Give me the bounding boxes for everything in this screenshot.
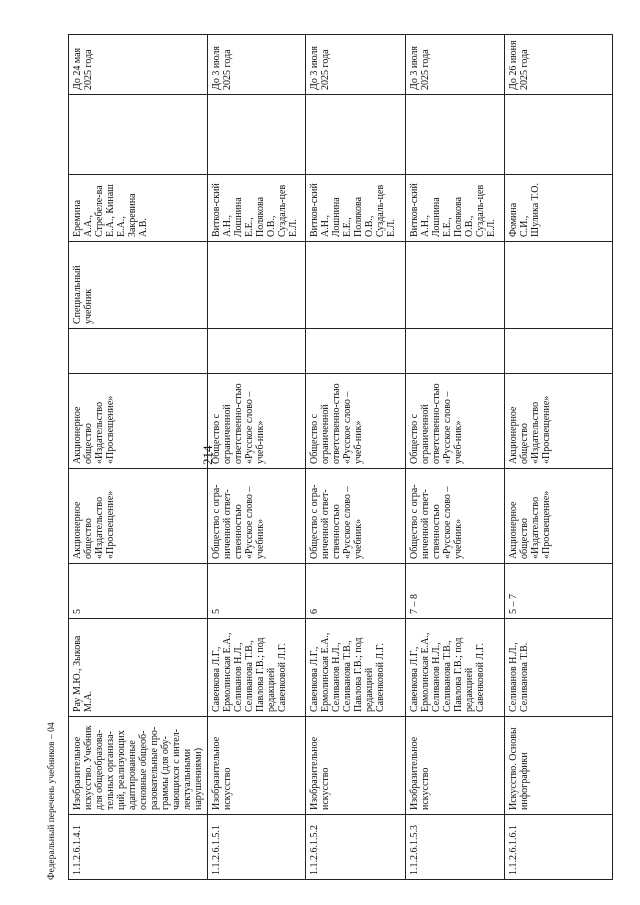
cell-type: Специальный учебник <box>69 242 208 329</box>
cell-empty2 <box>406 95 505 175</box>
cell-authors: Рау М.Ю., Зыкова М.А. <box>69 619 208 717</box>
cell-authors: Савенкова Л.Г., Ермолинская Е.А., Селиванов Н.Л., Селиванова Т.В., Павлова Г.В.; под редакцией Савенковой Л.Г. <box>208 619 306 717</box>
cell-publisher1: Акционерное общество «Издательство «Просвещение» <box>505 469 613 564</box>
cell-empty2 <box>505 95 613 175</box>
cell-type <box>406 242 505 329</box>
table-body <box>69 35 613 880</box>
table-row <box>505 35 613 880</box>
cell-code: 1.1.2.6.1.5.1 <box>208 815 306 880</box>
footer-text: Федеральный перечень учебников – 04 <box>47 722 57 880</box>
cell-empty2 <box>306 95 406 175</box>
cell-code: 1.1.2.6.1.5.3 <box>406 815 505 880</box>
textbook-table <box>68 34 613 880</box>
cell-experts: Витков-ский А.Н., Лошнина Е.Е., Полякова О.В., Суздаль-цев Е.Л. <box>406 175 505 242</box>
cell-subject: Изобразительное искусство <box>208 717 306 815</box>
cell-publisher1: Акционерное общество «Издательство «Просвещение» <box>69 469 208 564</box>
cell-authors: Савенкова Л.Г., Ермолинская Е.А., Селиванов Н.Л., Селиванова Т.В., Павлова Г.В.; под редакцией Савенковой Л.Г. <box>406 619 505 717</box>
cell-experts: Витков-ский А.Н., Лошнина Е.Е., Полякова О.В., Суздаль-цев Е.Л. <box>306 175 406 242</box>
cell-deadline: До 3 июля 2025 года <box>406 35 505 95</box>
cell-subject: Изобразительное искусство <box>406 717 505 815</box>
cell-type <box>208 242 306 329</box>
cell-experts: Витков-ский А.Н., Лошнина Е.Е., Полякова О.В., Суздаль-цев Е.Л. <box>208 175 306 242</box>
table-row <box>406 35 505 880</box>
cell-publisher2: Общество с ограниченной ответственно-стью «Русское слово – учеб-ник» <box>208 374 306 469</box>
cell-deadline: До 3 июля 2025 года <box>306 35 406 95</box>
cell-type <box>306 242 406 329</box>
cell-type <box>505 242 613 329</box>
cell-grade: 5 <box>208 564 306 619</box>
cell-publisher2: Общество с ограниченной ответственно-стью «Русское слово – учеб-ник» <box>306 374 406 469</box>
cell-experts: Фомина С.И., Шулика Т.О. <box>505 175 613 242</box>
cell-authors: Савенкова Л.Г., Ермолинская Е.А., Селиванов Н.Л., Селиванова Т.В., Павлова Г.В.; под редакцией Савенковой Л.Г. <box>306 619 406 717</box>
cell-publisher1: Общество с огра-ниченной ответ-ственностью «Русское слово – учебник» <box>208 469 306 564</box>
cell-grade: 6 <box>306 564 406 619</box>
cell-subject: Искусство. Основы инфографики <box>505 717 613 815</box>
cell-empty1 <box>505 329 613 374</box>
cell-empty1 <box>406 329 505 374</box>
table-row <box>69 35 208 880</box>
cell-empty2 <box>208 95 306 175</box>
rotated-page <box>68 35 570 880</box>
cell-publisher1: Общество с огра-ниченной ответ-ственностью «Русское слово – учебник» <box>406 469 505 564</box>
cell-subject: Изобразительное искусство. Учебник для общеобразова-тельных организа-ций, реализующих адаптированные основные общеоб-разовательные про-граммы (для обу-чающихся с интел-лектуальными нарушениями) <box>69 717 208 815</box>
cell-code: 1.1.2.6.1.4.1 <box>69 815 208 880</box>
cell-empty1 <box>306 329 406 374</box>
cell-code: 1.1.2.6.1.5.2 <box>306 815 406 880</box>
cell-code: 1.1.2.6.1.6.1 <box>505 815 613 880</box>
cell-grade: 5 <box>69 564 208 619</box>
cell-grade: 7 – 8 <box>406 564 505 619</box>
cell-experts: Еремина А.А., Стребеле-ва Е.А., Кинаш Е.А., Закревина А.В. <box>69 175 208 242</box>
page-number: 214 <box>200 445 215 465</box>
cell-deadline: До 24 мая 2025 года <box>69 35 208 95</box>
cell-grade: 5 – 7 <box>505 564 613 619</box>
cell-empty1 <box>208 329 306 374</box>
cell-authors: Селиванов Н.Л., Селиванова Т.В. <box>505 619 613 717</box>
cell-publisher2: Акционерное общество «Издательство «Просвещение» <box>505 374 613 469</box>
cell-deadline: До 3 июля 2025 года <box>208 35 306 95</box>
table-row <box>306 35 406 880</box>
cell-empty2 <box>69 95 208 175</box>
cell-subject: Изобразительное искусство <box>306 717 406 815</box>
cell-publisher2: Общество с ограниченной ответственно-стью «Русское слово – учеб-ник» <box>406 374 505 469</box>
table-row <box>208 35 306 880</box>
cell-publisher2: Акционерное общество «Издательство «Просвещение» <box>69 374 208 469</box>
cell-publisher1: Общество с огра-ниченной ответ-ственностью «Русское слово – учебник» <box>306 469 406 564</box>
cell-empty1 <box>69 329 208 374</box>
cell-deadline: До 26 июня 2025 года <box>505 35 613 95</box>
